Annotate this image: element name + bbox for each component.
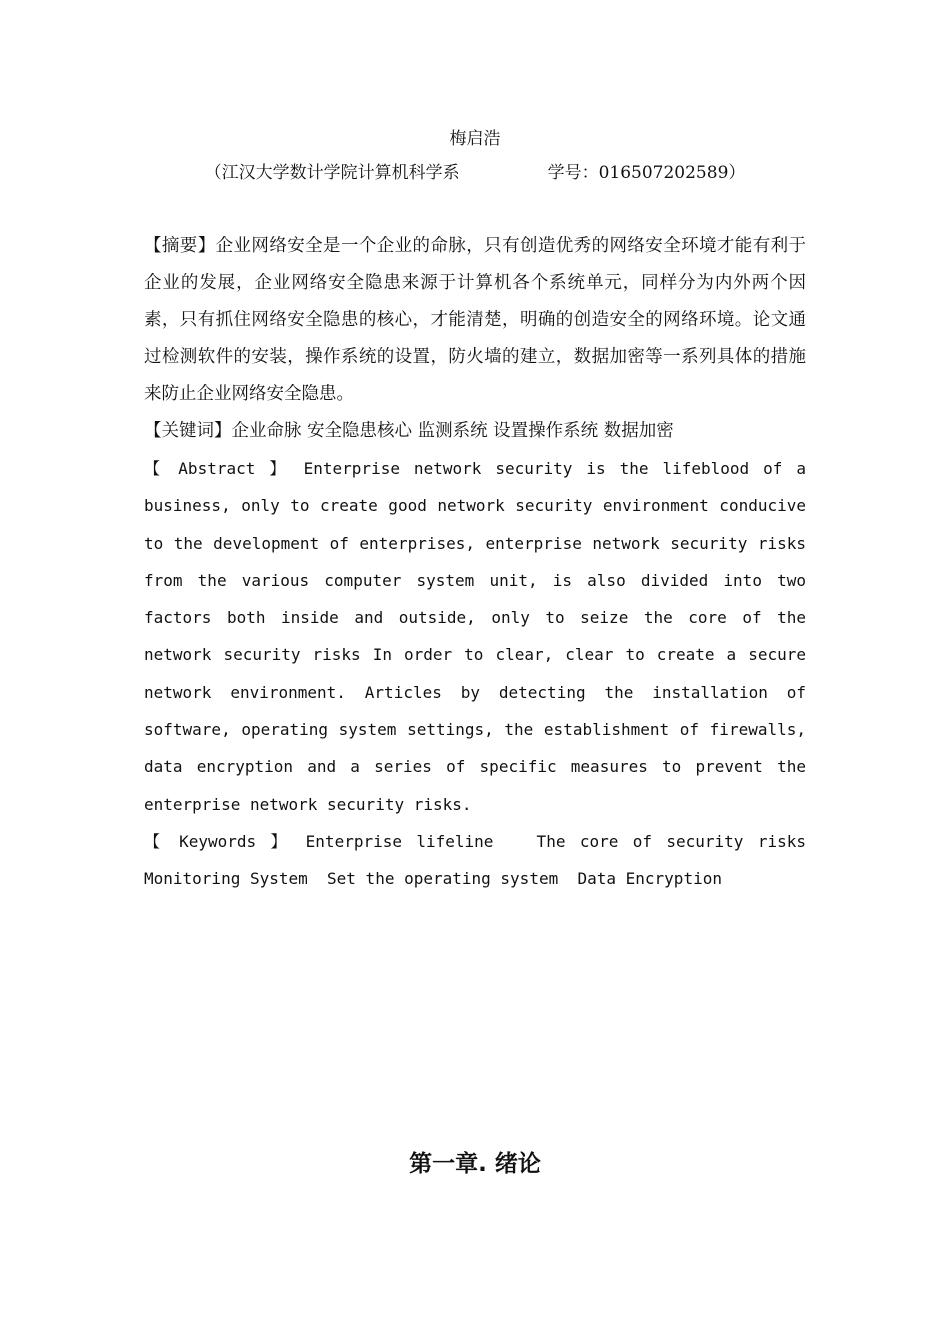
abstract-section	[144, 228, 816, 898]
keywords-cn-text: 企业命脉 安全隐患核心 监测系统 设置操作系统 数据加密	[231, 421, 674, 441]
affiliation-student-id: 学号：016507202589）	[547, 163, 746, 183]
chapter-title: 第一章. 绪论	[409, 1151, 541, 1177]
keywords-en-label: 【 Keywords 】	[144, 831, 292, 851]
abstract-cn-label: 【摘要】	[144, 236, 216, 256]
keywords-cn	[144, 413, 806, 450]
abstract-en-text: Enterprise network security is the lifeblood of a business, only to create good network security environment conducive to the development of enterprises, enterprise network security risks from the various computer system unit, is also divided into two factors both inside and outside, only to seize the core of the network security risks In order to clear, clear to create a secure network environment. Articles by detecting the installation of software, operating system settings, the establishment of firewalls, data encryption and a series of specific measures to prevent the enterprise network security risks.	[144, 459, 806, 814]
author-affiliation	[0, 160, 950, 186]
keywords-cn-label: 【关键词】	[144, 421, 232, 441]
keywords-en	[144, 823, 816, 898]
affiliation-department: （江汉大学数计学院计算机科学系	[204, 163, 460, 183]
abstract-en	[144, 450, 806, 823]
abstract-cn-text: 企业网络安全是一个企业的命脉，只有创造优秀的网络安全环境才能有利于企业的发展，企业网络安全隐患来源于计算机各个系统单元，同样分为内外两个因素，只有抓住网络安全隐患的核心，才能清楚，明确的创造安全的网络环境。论文通过检测软件的安装，操作系统的设置，防火墙的建立，数据加密等一系列具体的措施来防止企业网络安全隐患。	[144, 236, 807, 404]
abstract-en-label: 【 Abstract 】	[144, 459, 290, 478]
abstract-cn	[144, 228, 806, 413]
keywords-en-text: Enterprise lifeline The core of security risks Monitoring System Set the operating system Data Encryption	[144, 831, 816, 889]
author-name: 梅启浩	[449, 129, 501, 149]
